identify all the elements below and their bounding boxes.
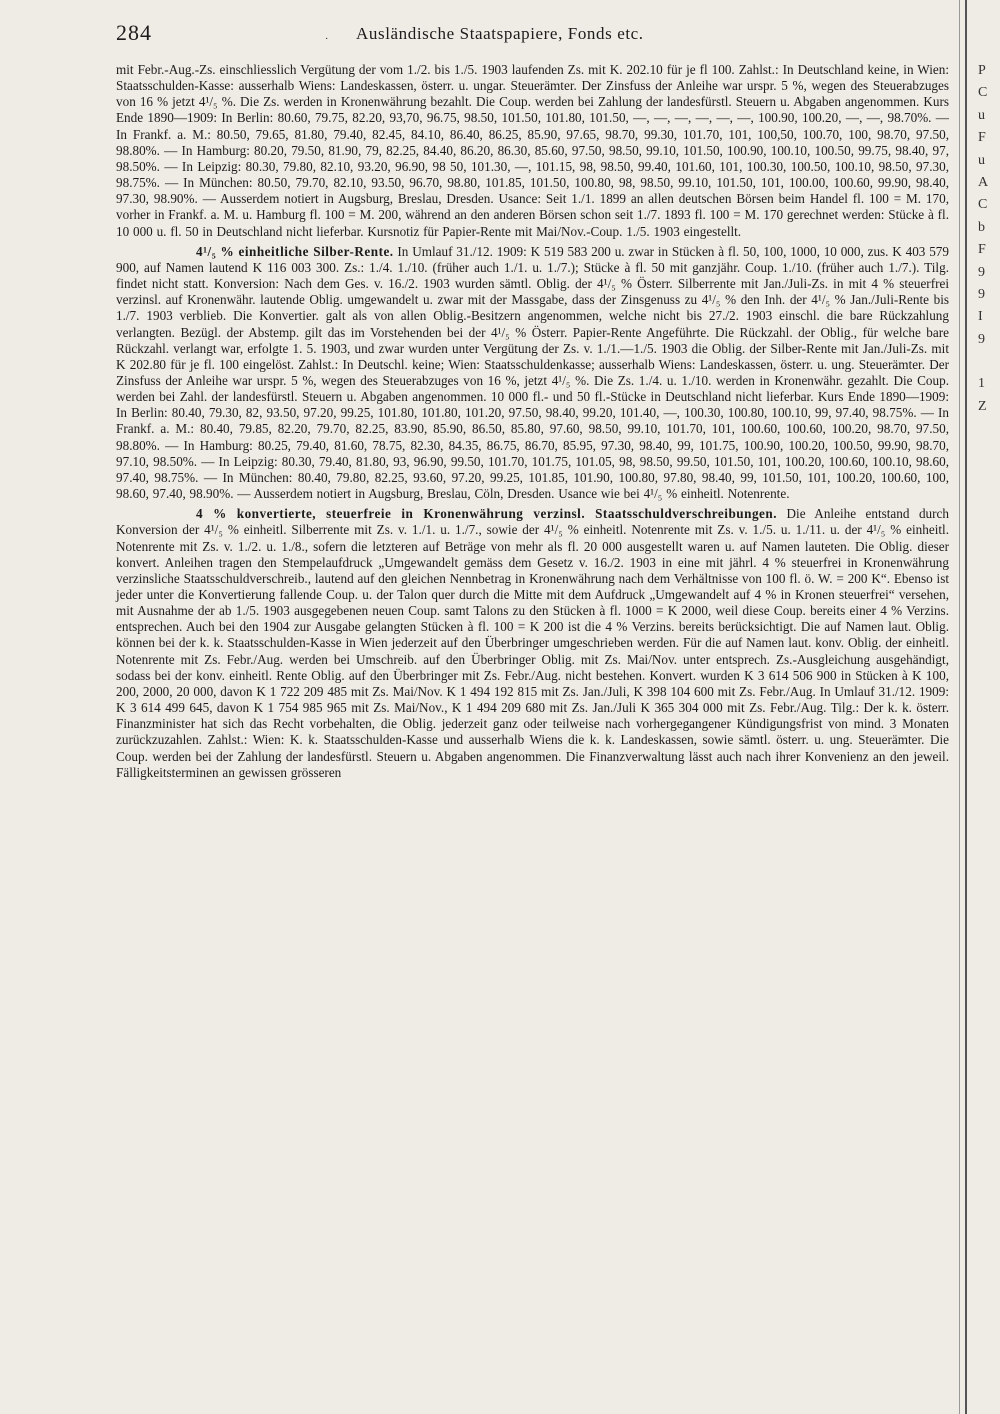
page-header: [116, 20, 946, 50]
edge-char: P: [978, 63, 986, 78]
text-column: [116, 62, 949, 785]
edge-char: C: [978, 85, 988, 101]
edge-char: 9: [978, 286, 985, 302]
edge-char: u: [978, 152, 985, 168]
edge-char: b: [978, 219, 985, 235]
edge-char: A: [978, 174, 989, 190]
running-title: Ausländische Staatspapiere, Fonds etc.: [356, 24, 644, 43]
edge-char: [978, 351, 1000, 373]
edge-char: 1: [978, 376, 985, 392]
section-heading-konvertierte: 4 % konvertierte, steuerfreie in Kronenwährung verzinsl. Staatsschuldverschreibungen.: [196, 506, 778, 522]
edge-char: u: [978, 107, 985, 123]
binding-edge: [965, 0, 967, 1414]
edge-char: C: [978, 197, 988, 213]
edge-char: 9: [978, 331, 985, 347]
section-body-konvertierte: Die Anleihe entstand durch Konversion der 4¹/₅ % einheitl. Silberrente mit Zs. v. 1./1. u. 1./7., sowie der 4¹/₅ % einheitl. Notenrente mit Zs. v. 1./5. u. 1./11. u. der 4¹/₅ % einheitl. Notenrente mit Zs. v. 1./2. u. 1./8., sofern die letzteren auf Beträge von mehr als fl. 20 000 ausgestellt waren u. auf Namen lauteten. Die Oblig. dieser konvert. Anleihen tragen den Stempelaufdruck „Umgewandelt gemäss dem Gesetz v. 16./2. 1903 in eine mit jährl. 4 % steuerfrei in Kronenwährung verzinsliche Staatsschuldverschreib., lautend auf den gleichen Nennbetrag in Kronenwährung nach dem Verhältnisse von 100 fl. ö. W. = 200 K“. Ebenso ist jeder unter die Konvertierung fallende Coup. u. der Talon quer durch die Mitte mit dem Aufdruck „Umgewandelt auf 4 % in Kronen steuerfrei“ versehen, mit Ausnahme der ab 1./5. 1903 ausgegebenen neuen Coup. samt Talons zu den Stücken à fl. 1000 = K 2000, weil diese Coup. bereits einer 4 % Verzins. entsprechen. Auch bei den 1904 zur Ausgabe gelangten Stücken à fl. 100 = K 200 ist die 4 % Verzins. bereits berücksichtigt. Die auf Namen laut. Oblig. können bei der k. k. Staatsschulden-Kasse in Wien jederzeit auf den Überbringer umgeschrieben werden. Für die auf Namen laut. konv. Oblig. der einheitl. Notenrente mit Zs. Febr./Aug. werden bei Umschreib. auf den Überbringer Oblig. mit Zs. Mai/Nov. unter entsprech. Zs.-Ausgleichung ausgehändigt, sodass bei der konv. einheitl. Rente Oblig. auf den Überbringer mit Zs. Febr./Aug. nicht bestehen. Konvert. wurden K 3 614 506 900 in Stücken à K 100, 200, 2000, 20 000, davon K 1 722 209 485 mit Zs. Mai/Nov. K 1 494 192 815 mit Zs. Jan./Juli, K 398 104 600 mit Zs. Febr./Aug. In Umlauf 31./12. 1909: K 3 614 499 645, davon K 1 754 985 965 mit Zs. Mai/Nov., K 1 494 209 680 mit Zs. Jan./Juli K 365 304 000 mit Zs. Febr./Aug. Tilg.: Der k. k. österr. Finanzminister hat sich das Recht vorbehalten, die Oblig. jederzeit ganz oder teilweise nach vorhergegangener Kündigungsfrist von mind. 3 Monaten zurückzuzahlen. Zahlst.: Wien: K. k. Staatsschulden-Kasse und ausserhalb Wiens die k. k. Landeskassen, sowie sämtl. österr. u. ung. Steuerämter. Die Coup. werden bei der Zahlung der landesfürstl. Steuern u. Abgaben angenommen. Die Finanzverwaltung lässt auch nach ihrer Konvenienz an den jeweil. Fälligkeitsterminen an gewissen grösseren: [116, 506, 949, 780]
edge-char: F: [978, 242, 986, 258]
header-dot: ·: [325, 34, 329, 45]
binding-shadow: [959, 0, 960, 1414]
edge-char: 9: [978, 264, 985, 280]
paragraph-papier-rente-continued: mit Febr.-Aug.-Zs. einschliesslich Vergütung der vom 1./2. bis 1./5. 1903 laufenden Zs. mit K. 202.10 für je fl 100. Zahlst.: In Deutschland keine, in Wien: Staatsschulden-Kasse: ausserhalb Wiens: Landeskassen, österr. u. ungar. Steuerämter. Der Zinsfuss der Anleihe war urspr. 5 %, wegen des Steuerabzuges von 16 % jetzt 4¹/₅ %. Die Zs. werden in Kronenwährung bezahlt. Die Coup. werden bei Zahlung der landesfürstl. Steuern u. Abgaben angenommen. Kurs Ende 1890—1909: In Berlin: 80.60, 79.75, 82.20, 93,70, 96.75, 98.50, 101.50, 101.80, 101.50, —, —, —, —, —, —, 100.90, 100.20, —, —, 98.70%. — In Frankf. a. M.: 80.50, 79.65, 81.80, 79.40, 82.45, 84.10, 86.40, 86.25, 85.90, 97.65, 98.70, 99.30, 101.70, 101, 100,50, 100.70, 100, 98.70, 97.50, 98.80%. — In Hamburg: 80.20, 79.50, 81.90, 79, 82.25, 84.40, 86.20, 86.30, 85.60, 97.50, 98.50, 99.10, 101.50, 100.90, 100.10, 100.50, 99.75, 98.40, 97, 98.50%. — In Leipzig: 80.30, 79.80, 82.10, 93.20, 96.90, 98 50, 101.30, —, 101.15, 98, 98.50, 99.40, 101.60, 101, 100.30, 100.50, 100.10, 98.50, 97.30, 98.75%. — In München: 80.50, 79.70, 82.10, 93.50, 96.70, 98.80, 101.85, 101.50, 100.80, 98, 98.50, 99.10, 101.50, 101, 100.00, 100.60, 99.90, 98.40, 97.30, 98.90%. — Ausserdem notiert in Augsburg, Breslau, Dresden. Usance: Seit 1./1. 1899 an allen deutschen Börsen beim Handel fl. 100 = M. 170, vorher in Frankf. a. M. u. Hamburg fl. 100 = M. 200, während an den anderen Börsen schon seit 1./7. 1893 fl. 100 = M. 170 gerechnet werden: Stücke à fl. 10 000 u. fl. 50 in Deutschland nicht lieferbar. Kursnotiz für Papier-Rente mit Mai/Nov.-Coup. 1./5. 1903 eingestellt.: [116, 62, 949, 239]
adjacent-page-fragment: [978, 60, 1000, 418]
edge-char: I: [978, 309, 983, 325]
page-number: 284: [116, 20, 152, 45]
edge-char: F: [978, 130, 986, 146]
section-body-silber-rente: In Umlauf 31./12. 1909: K 519 583 200 u. zwar in Stücken à fl. 50, 100, 1000, 10 000, zus. K 403 579 900, auf Namen lautend K 116 003 300. Zs.: 1./4. 1./10. (früher auch 1./1. u. 1./7.); Stücke à fl. 50 mit ganzjähr. Coup. 1./10. (früher auch 1./7.). Tilg. findet nicht statt. Konversion: Nach dem Ges. v. 16./2. 1903 wurden sämtl. Oblig. der 4¹/₅ % Österr. Silberrente mit Jan./Juli-Zs. in mit 4 % steuerfrei verzinsl. auf Kronenwähr. lautende Oblig. umgewandelt u. zwar mit der Massgabe, dass der Zinsgenuss zu 4¹/₅ % den Inh. der 4¹/₅ % Jan./Juli-Rente bis 1./7. 1903 verblieb. Die Konvertier. galt als von allen Oblig.-Besitzern angenommen, welche nicht bis 27./2. 1903 einschl. die bare Rückzahlung verlangten. Bezügl. der Abstemp. gilt das im Vorstehenden bei der 4¹/₅ % Österr. Papier-Rente Angeführte. Die Rückzahl. der Oblig., für welche bare Rückzahl. verlangt war, erfolgte 1. 5. 1903, und zwar wurden unter Vergütung der Zs. v. 1./1.—1./5. 1903 die Oblig. der Silber-Rente mit Jan./Juli-Zs. mit K 202.80 für je fl. 100 eingelöst. Zahlst.: In Deutschl. keine; Wien: Staatsschuldenkasse; ausserhalb Wiens: Landeskassen, österr. u. ung. Steuerämter. Der Zinsfuss der Anleihe war urspr. 5 %, wegen des Steuerabzuges von 16 %, jetzt 4¹/₅ %. Die Zs. 1./4. u. 1./10. werden in Kronenwähr. gezahlt. Die Coup. werden bei Zahl. der landesfürstl. Steuern u. Abgaben angenommen. 10 000 fl.- und 50 fl.-Stücke in Deutschland nicht lieferbar. Kurs Ende 1890—1909: In Berlin: 80.40, 79.30, 82, 93.50, 97.20, 99.25, 101.80, 101.80, 101.20, 97.50, 98.40, 99.20, 101.40, —, 100.30, 100.80, 100.10, 99, 97.40, 98.75%. — In Frankf. a. M.: 80.40, 79.85, 82.20, 79.70, 82.25, 83.90, 85.90, 86.50, 85.80, 97.60, 98.50, 99.10, 101.70, 101, 100.60, 100.60, 100.20, 98.70, 97.50, 98.80%. — In Hamburg: 80.25, 79.40, 81.60, 78.75, 82.30, 84.35, 86.75, 86.70, 85.95, 97.30, 98.40, 99, 101.75, 100.90, 100.20, 100.50, 99.90, 98.70, 97.10, 98.50%. — In Leipzig: 80.30, 79.40, 81.80, 93, 96.90, 99.50, 101.70, 101.75, 101.05, 98, 98.50, 99.50, 101.50, 101, 100.20, 100.60, 100.10, 98.60, 97.40, 98.75%. — In München: 80.40, 79.80, 82.25, 93.60, 97.20, 99.25, 101.85, 101.90, 100.80, 97.80, 98.40, 99, 101.50, 101, 100.20, 100.60, 100, 98.60, 97.40, 98.90%. — Ausserdem notiert in Augsburg, Breslau, Cöln, Dresden. Usance wie bei 4¹/₅ % einheitl. Notenrente.: [116, 243, 949, 502]
paragraph-silber-rente: [116, 244, 949, 503]
edge-char: Z: [978, 398, 987, 414]
paragraph-konvertierte-staatsschuld: [116, 506, 949, 781]
section-heading-silber-rente: 4¹/₅ % einheitliche Silber-Rente.: [196, 243, 394, 259]
